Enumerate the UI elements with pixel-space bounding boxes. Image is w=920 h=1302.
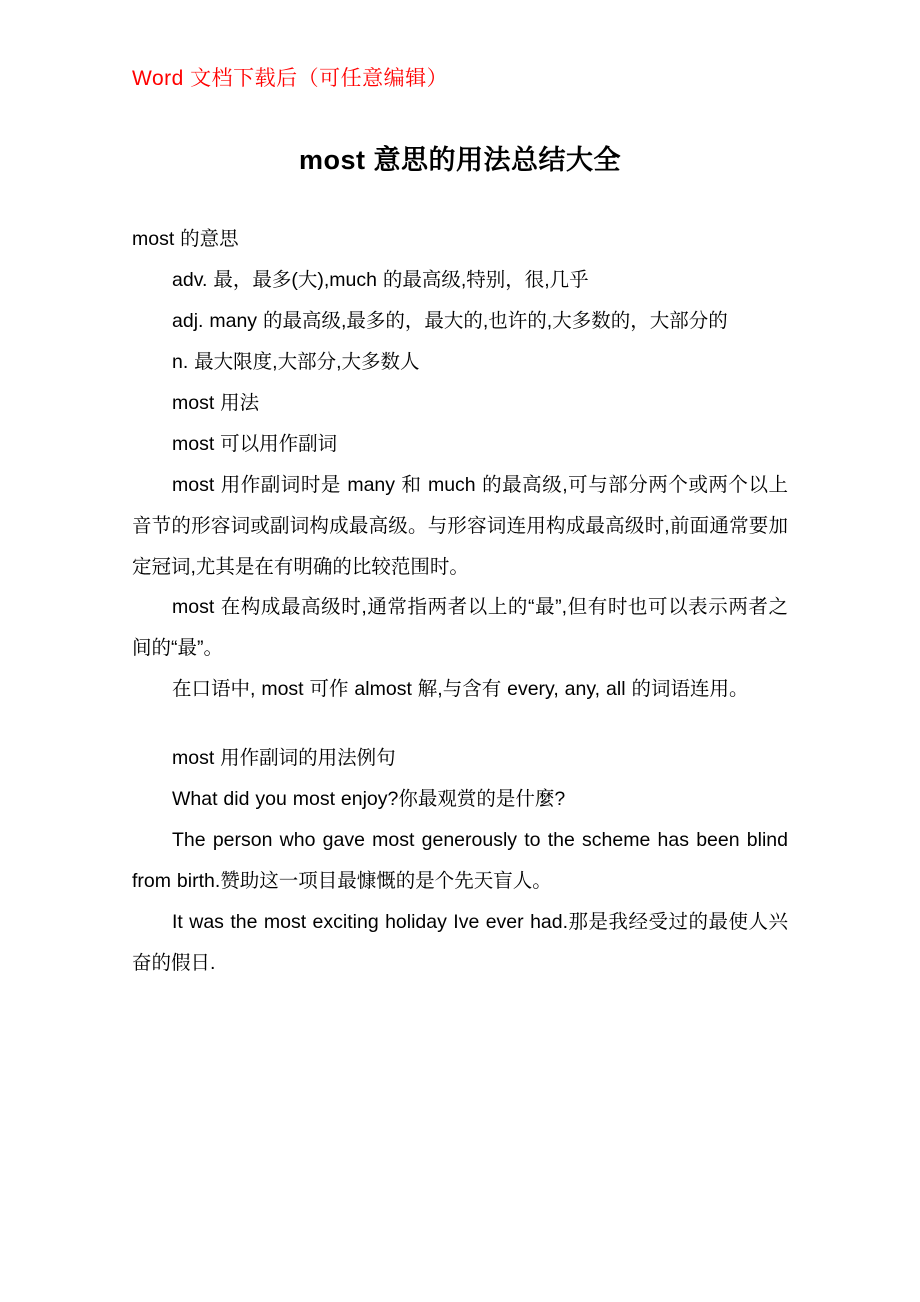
page-title: most 意思的用法总结大全 [298, 145, 621, 175]
paragraph: most 可以用作副词 [172, 432, 338, 455]
paragraph: adv. 最，最多(大),much 的最高级,特别，很,几乎 [172, 268, 589, 291]
paragraph: adj. many 的最高级,最多的，最大的,也许的,大多数的，大部分的 [172, 309, 728, 332]
paragraph-spacer [132, 710, 788, 738]
paragraph: 在口语中, most 可作 almost 解,与含有 every, any, all 的词语连用。 [172, 678, 749, 701]
paragraph: most 用作副词的用法例句 [172, 747, 396, 770]
paragraph: It was the most exciting holiday Ive ever had.那是我经受过的最使人兴奋的假日. [132, 911, 788, 974]
paragraph: What did you most enjoy?你最观赏的是什麼? [172, 788, 566, 811]
paragraph: n. 最大限度,大部分,大多数人 [172, 350, 420, 373]
paragraph: most 在构成最高级时,通常指两者以上的“最”,但有时也可以表示两者之间的“最”。 [132, 596, 788, 660]
paragraph: The person who gave most generously to the scheme has been blind from birth.赞助这一项目最慷慨的是个先天盲人。 [132, 829, 788, 893]
document-body [132, 177, 788, 984]
watermark-text: Word 文档下载后（可任意编辑） [132, 67, 449, 90]
paragraph: most 用法 [172, 391, 260, 414]
paragraph: most 用作副词时是 many 和 much 的最高级,可与部分两个或两个以上音节的形容词或副词构成最高级。与形容词连用构成最高级时,前面通常要加定冠词,尤其是在有明确的比较范围时。 [132, 473, 788, 578]
paragraph: most 的意思 [132, 228, 239, 250]
